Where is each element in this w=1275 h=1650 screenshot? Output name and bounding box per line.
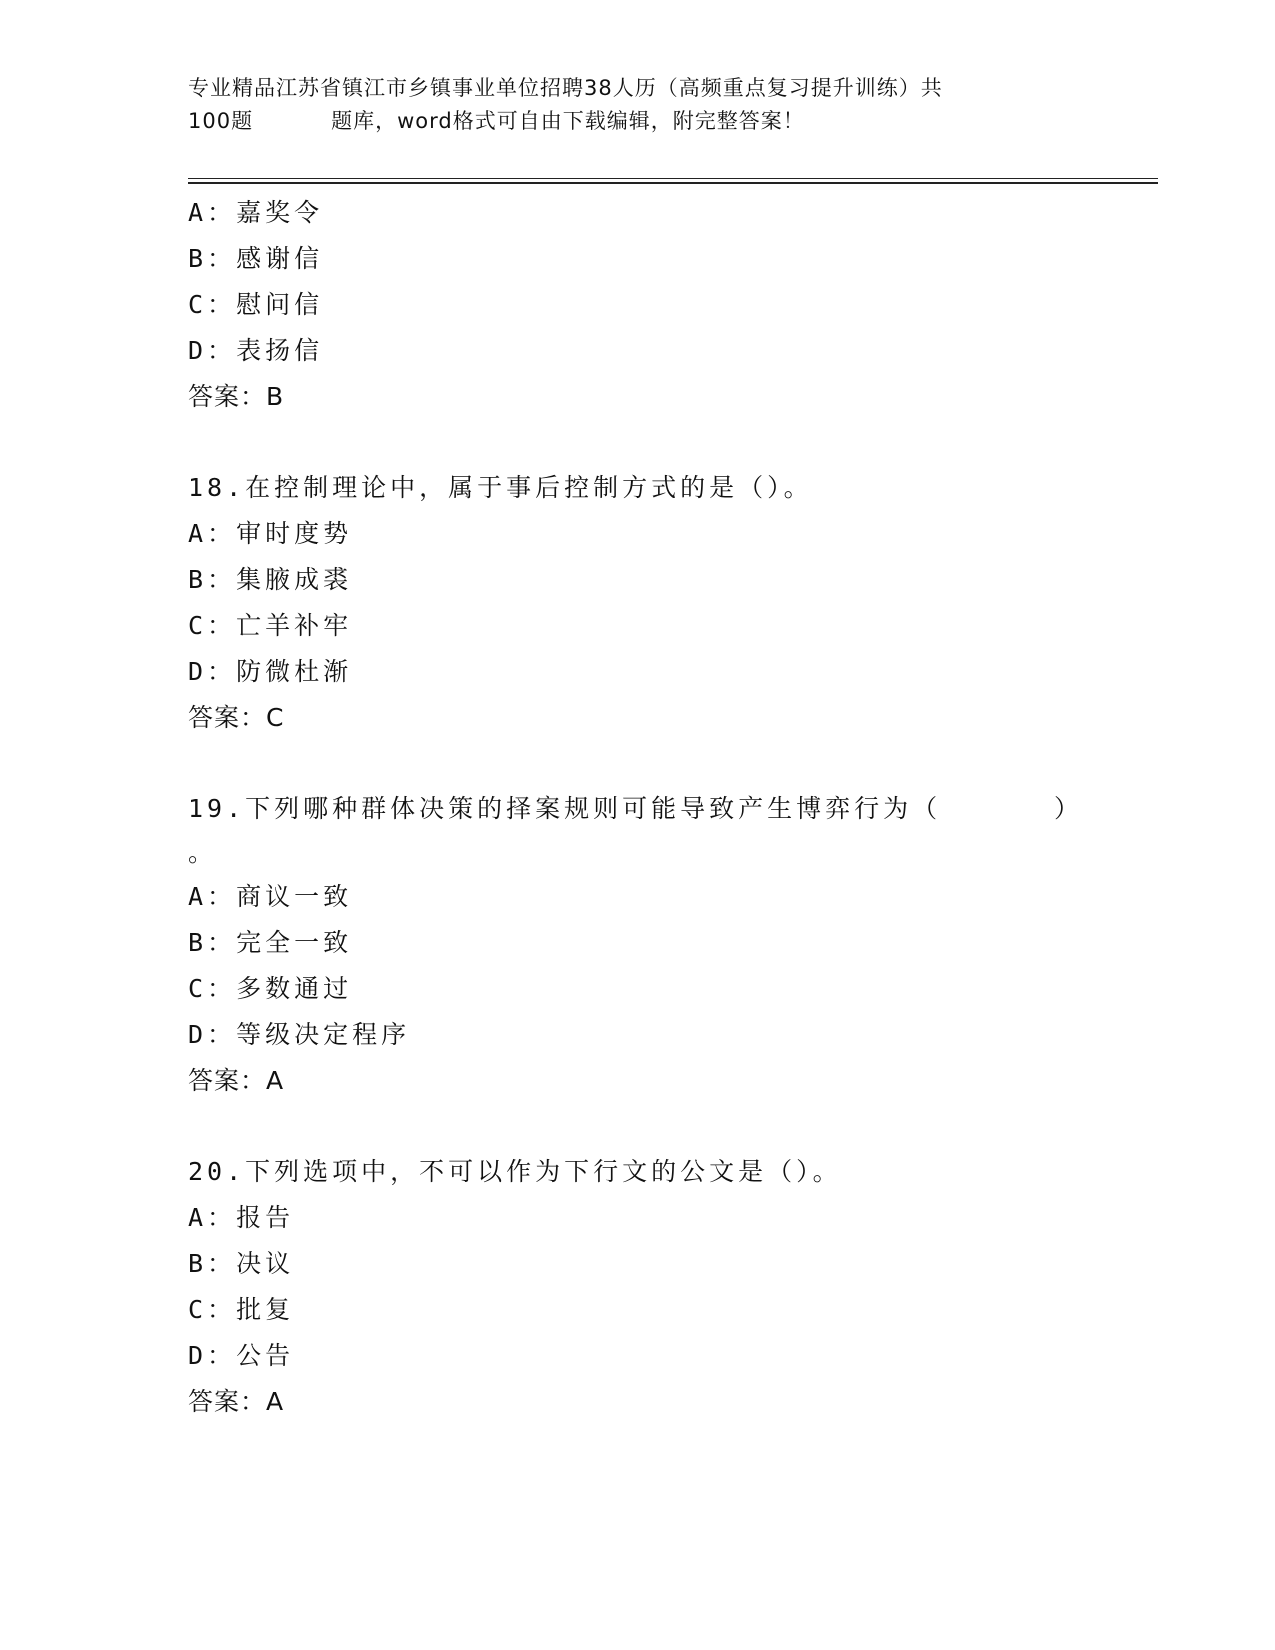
- question-stem-close-paren: ）: [1054, 794, 1084, 823]
- option-text: 表扬信: [236, 336, 324, 365]
- option-row: [188, 236, 1088, 282]
- option-label: C：: [188, 290, 237, 319]
- option-row: [188, 557, 1088, 603]
- option-row: [188, 1241, 1088, 1287]
- option-text: 等级决定程序: [236, 1020, 411, 1049]
- option-label: B：: [188, 244, 237, 273]
- question-stem-period: 。: [188, 838, 218, 867]
- option-label: A：: [188, 1203, 237, 1232]
- option-row: [188, 920, 1088, 966]
- option-row: [188, 1012, 1088, 1058]
- option-row: [188, 190, 1088, 236]
- header-title-line1: 专业精品江苏省镇江市乡镇事业单位招聘38人历（高频重点复习提升训练）共: [188, 76, 943, 100]
- option-label: D：: [188, 336, 237, 365]
- option-label: A：: [188, 198, 237, 227]
- option-row: [188, 282, 1088, 328]
- answer-line: 答案：A: [188, 1387, 285, 1416]
- option-row: [188, 603, 1088, 649]
- header-question-count: 100题: [188, 109, 254, 133]
- option-text: 报告: [236, 1203, 295, 1232]
- option-label: D：: [188, 1341, 237, 1370]
- option-text: 嘉奖令: [236, 198, 324, 227]
- option-text: 感谢信: [236, 244, 324, 273]
- option-label: B：: [188, 928, 237, 957]
- answer-line: 答案：A: [188, 1066, 285, 1095]
- option-text: 批复: [236, 1295, 295, 1324]
- answer-line: 答案：C: [188, 703, 285, 732]
- option-row: [188, 1195, 1088, 1241]
- option-row: [188, 511, 1088, 557]
- option-row: [188, 1287, 1088, 1333]
- option-label: D：: [188, 1020, 237, 1049]
- header-title-line2: [188, 105, 1068, 138]
- option-label: B：: [188, 1249, 237, 1278]
- option-text: 集腋成裘: [236, 565, 353, 594]
- question-18: [188, 465, 1088, 741]
- option-label: B：: [188, 565, 237, 594]
- option-row: [188, 328, 1088, 374]
- answer-line: 答案：B: [188, 382, 285, 411]
- option-text: 防微杜渐: [236, 657, 353, 686]
- question-20: [188, 1149, 1088, 1425]
- option-label: D：: [188, 657, 237, 686]
- option-row: [188, 874, 1088, 920]
- question-stem: [188, 786, 1088, 832]
- document-header: [188, 72, 1068, 138]
- option-text: 完全一致: [236, 928, 353, 957]
- question-19: [188, 786, 1088, 1104]
- option-text: 商议一致: [236, 882, 353, 911]
- option-label: A：: [188, 519, 237, 548]
- option-row: [188, 966, 1088, 1012]
- option-text: 公告: [236, 1341, 295, 1370]
- question-17-options: [188, 190, 1088, 420]
- header-divider-top: [188, 178, 1158, 179]
- option-text: 慰问信: [236, 290, 324, 319]
- option-text: 亡羊补牢: [236, 611, 353, 640]
- option-text: 审时度势: [236, 519, 353, 548]
- option-label: A：: [188, 882, 237, 911]
- option-row: [188, 1333, 1088, 1379]
- option-label: C：: [188, 611, 237, 640]
- question-stem-text: 19.下列哪种群体决策的择案规则可能导致产生博弈行为（: [188, 794, 942, 823]
- question-stem: 18.在控制理论中，属于事后控制方式的是（）。: [188, 473, 813, 502]
- header-description: 题库，word格式可自由下载编辑，附完整答案！: [331, 109, 805, 133]
- option-text: 决议: [236, 1249, 295, 1278]
- option-label: C：: [188, 1295, 237, 1324]
- question-list: [188, 190, 1088, 1425]
- question-stem: 20.下列选项中，不可以作为下行文的公文是（）。: [188, 1157, 842, 1186]
- option-row: [188, 649, 1088, 695]
- option-text: 多数通过: [236, 974, 353, 1003]
- header-divider-bottom: [188, 182, 1158, 184]
- option-label: C：: [188, 974, 237, 1003]
